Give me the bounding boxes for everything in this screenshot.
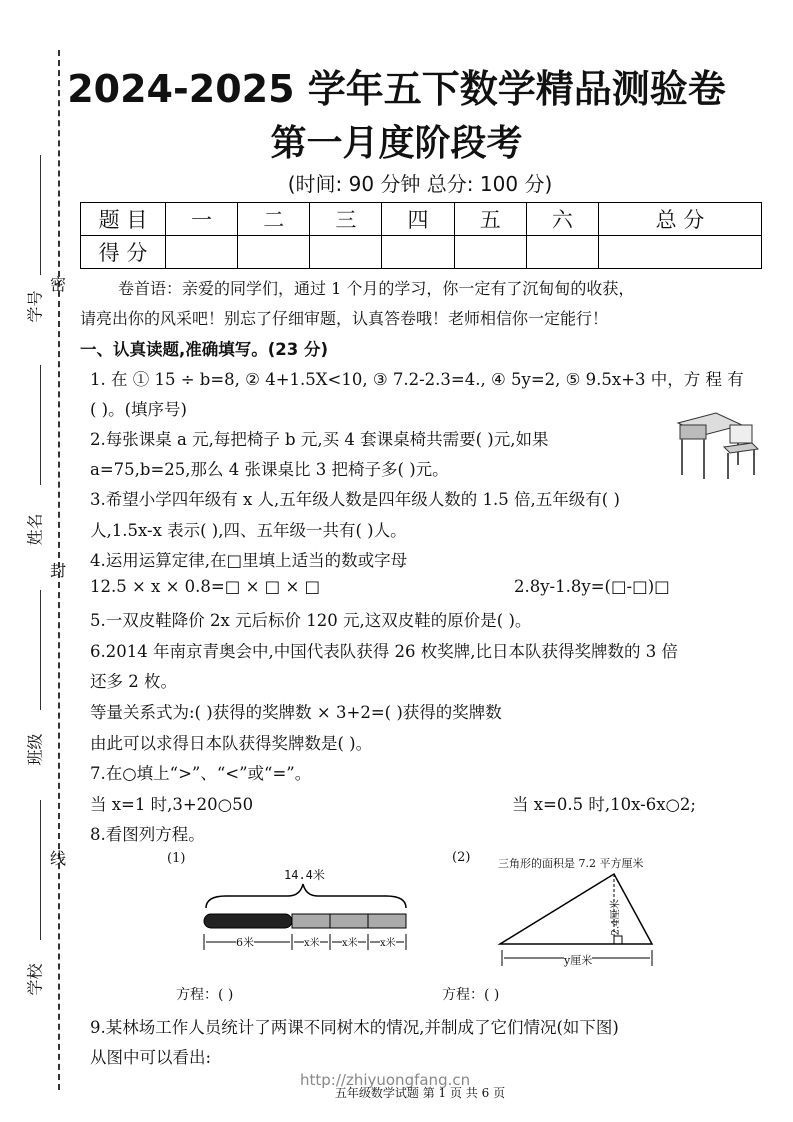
question-text: 5.一双皮鞋降价 2x 元后标价 120 元,这双皮鞋的原价是( )。 (90, 611, 532, 630)
score-table-cell: 六 (526, 203, 598, 236)
school-label: 学校 (25, 963, 45, 996)
seal-xian-label: 线 (50, 849, 67, 868)
score-input-cell[interactable] (238, 236, 310, 269)
total-length-label: 14.4米 (284, 868, 325, 882)
question-text: 等量关系式为:( )获得的奖牌数 × 3+2=( )获得的奖牌数 (90, 703, 502, 722)
score-table-score-row (81, 236, 762, 269)
score-table-cell: 五 (454, 203, 526, 236)
score-input-cell[interactable] (310, 236, 382, 269)
section-heading: 一、认真读题,准确填写。(23 分) (80, 340, 329, 359)
question-text: 还多 2 枚。 (90, 672, 177, 691)
question-text: 6.2014 年南京青奥会中,中国代表队获得 26 枚奖牌,比日本队获得奖牌数的 3 倍 (90, 642, 678, 661)
question-text: 2.8y-1.8y=(□-□)□ (514, 577, 670, 596)
score-table (80, 202, 762, 269)
equation-answer-line[interactable]: 方程：( ) (442, 987, 500, 1003)
score-input-cell[interactable] (598, 236, 761, 269)
watermark-url: http://zhiyuongfang.cn (300, 1071, 471, 1089)
class-blank-line (40, 590, 41, 710)
question-text: 由此可以求得日本队获得奖牌数是( )。 (90, 734, 373, 753)
student-id-label: 学号 (25, 290, 45, 323)
score-input-cell[interactable] (166, 236, 238, 269)
score-input-cell[interactable] (454, 236, 526, 269)
page-title: 2024-2025 学年五下数学精品测验卷 (67, 67, 726, 111)
score-table-cell: 四 (382, 203, 454, 236)
name-label: 姓名 (25, 513, 45, 546)
question-text: 人,1.5x-x 表示( ),四、五年级一共有( )人。 (90, 521, 407, 540)
question-text: a=75,b=25,那么 4 张课桌比 3 把椅子多( )元。 (90, 460, 449, 479)
equation-answer-line[interactable]: 方程：( ) (176, 987, 234, 1003)
triangle-area-caption: 三角形的面积是 7.2 平方厘米 (498, 857, 644, 870)
name-blank-line (40, 365, 41, 485)
score-table-cell: 总 分 (598, 203, 761, 236)
question-text: ( )。(填序号) (90, 400, 187, 419)
question-text: 当 x=1 时,3+20○50 (90, 795, 254, 814)
preface-line: 卷首语：亲爱的同学们，通过 1 个月的学习，你一定有了沉甸甸的收获， (118, 279, 635, 298)
exam-time-info: (时间: 90 分钟 总分: 100 分) (287, 172, 553, 196)
question-text: 9.某林场工作人员统计了两课不同树木的情况,并制成了它们情况(如下图) (90, 1018, 619, 1037)
triangle-height-label: 2.4厘米 (610, 899, 622, 936)
segment-x-label: x米 (380, 934, 396, 949)
question-text: 3.希望小学四年级有 x 人,五年级人数是四年级人数的 1.5 倍,五年级有( ) (90, 490, 620, 509)
score-table-cell: 二 (238, 203, 310, 236)
desk-chair-illustration (672, 405, 762, 483)
score-input-cell[interactable] (526, 236, 598, 269)
segment-x-label: x米 (342, 934, 358, 949)
segment-x-label: x米 (304, 934, 320, 949)
question-text: 从图中可以看出: (90, 1048, 212, 1067)
question-text: 2.每张课桌 a 元,每把椅子 b 元,买 4 套课桌椅共需要( )元,如果 (90, 430, 549, 449)
question-text: 8.看图列方程。 (90, 825, 205, 844)
seal-mi-label: 密 (50, 275, 67, 294)
preface-line: 请亮出你的风采吧！别忘了仔细审题，认真答卷哦！老师相信你一定能行！ (80, 309, 609, 328)
score-table-cell: 三 (310, 203, 382, 236)
score-table-header-row (81, 203, 762, 236)
score-table-cell: 得 分 (81, 236, 166, 269)
page-subtitle: 第一月度阶段考 (270, 123, 523, 164)
score-table-cell: 题 目 (81, 203, 166, 236)
school-blank-line (40, 800, 41, 940)
score-input-cell[interactable] (382, 236, 454, 269)
class-label: 班级 (25, 733, 45, 766)
score-table-cell: 一 (166, 203, 238, 236)
figure-label: (1) (167, 851, 186, 866)
question-text: 7.在○填上“>”、“<”或“=”。 (90, 764, 312, 783)
question-text: 4.运用运算定律,在□里填上适当的数或字母 (90, 551, 408, 570)
seal-feng-label: 封 (50, 561, 67, 580)
question-text: 1. 在 ① 15 ÷ b=8, ② 4+1.5X<10, ③ 7.2-2.3=4., ④ 5y=2, ⑤ 9.5x+3 中，方 程 有 (90, 370, 744, 389)
question-text: 12.5 × x × 0.8=□ × □ × □ (90, 577, 321, 596)
triangle-base-label: y厘米 (564, 954, 593, 967)
segment-6m-label: 6米 (236, 936, 254, 949)
question-text: 当 x=0.5 时,10x-6x○2; (512, 795, 696, 814)
page-footer: 五年级数学试题 第 1 页 共 6 页 (334, 1086, 506, 1100)
figure-label: (2) (452, 850, 471, 865)
